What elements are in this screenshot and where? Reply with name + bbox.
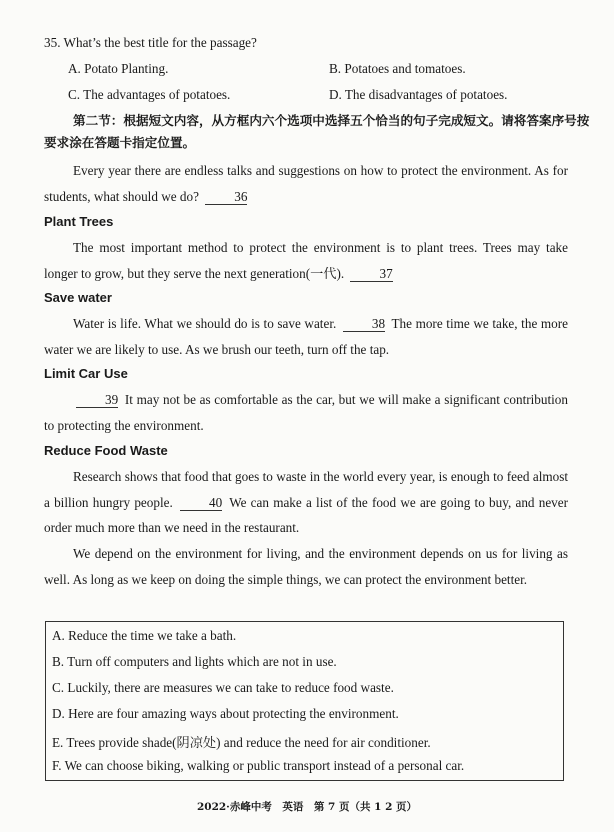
q35-option-b: B. Potatoes and tomatoes. [329,61,466,76]
choice-e: E. Trees provide shade(阴凉处) and reduce the need for air conditioner. [52,735,431,750]
intro-text: Every year there are endless talks and suggestions on how to protect the environment. As for students, what should we do? [44,163,568,204]
plant-trees-text: The most important method to protect the environment is to plant trees. Trees may take longer to grow, but they serve the next generation(一代). [44,240,568,281]
choice-b: B. Turn off computers and lights which are not in use. [52,654,337,669]
save-water-text-before: Water is life. What we should do is to save water. [73,316,337,331]
choices-box [45,621,564,781]
conclusion-paragraph: We depend on the environment for living, and the environment depends on us for living as well. As long as we keep on doing the simple things, we can protect the environment better. [44,546,568,587]
reduce-food-waste-text-after: We can make a list of the food we are going to buy, and never order much more than we need in the restaurant. [44,494,569,535]
q35-option-a: A. Potato Planting. [68,61,169,76]
choice-c: C. Luckily, there are measures we can take to reduce food waste. [52,680,394,695]
q35-option-c: C. The advantages of potatoes. [68,87,231,102]
heading-reduce-food-waste: Reduce Food Waste [44,443,168,458]
question-35-stem: 35. What’s the best title for the passage? [44,35,257,50]
blank-39: 39 [76,392,118,408]
paragraph-save-water [44,311,568,362]
choice-d: D. Here are four amazing ways about protecting the environment. [52,706,399,721]
intro-paragraph [44,158,568,209]
paragraph-plant-trees [44,235,568,286]
blank-36: 36 [205,189,247,205]
page-footer: 2022·赤峰中考 英语 第 7 页（共 1 2 页） [196,801,418,813]
paragraph-reduce-food-waste [44,464,568,541]
heading-save-water: Save water [44,290,112,305]
blank-38: 38 [343,316,385,332]
limit-car-use-text: It may not be as comfortable as the car, but we will make a significant contribution to protecting the environment. [44,392,568,433]
blank-40: 40 [180,495,222,511]
reduce-food-waste-text-before: Research shows that food that goes to waste in the world every year, is enough to feed almost a billion hungry people. [44,469,568,510]
section2-instruction: 第二节：根据短文内容，从方框内六个选项中选择五个恰当的句子完成短文。请将答案序号按要求涂在答题卡指定位置。 [44,113,590,150]
choice-a: A. Reduce the time we take a bath. [52,628,237,643]
choice-f: F. We can choose biking, walking or public transport instead of a personal car. [52,758,465,773]
q35-option-d: D. The disadvantages of potatoes. [329,87,508,102]
heading-limit-car-use: Limit Car Use [44,366,128,381]
paragraph-limit-car-use [44,387,568,438]
blank-37: 37 [350,266,392,282]
save-water-text-after: The more time we take, the more water we are likely to use. As we brush our teeth, turn off the tap. [44,316,568,357]
heading-plant-trees: Plant Trees [44,214,114,229]
